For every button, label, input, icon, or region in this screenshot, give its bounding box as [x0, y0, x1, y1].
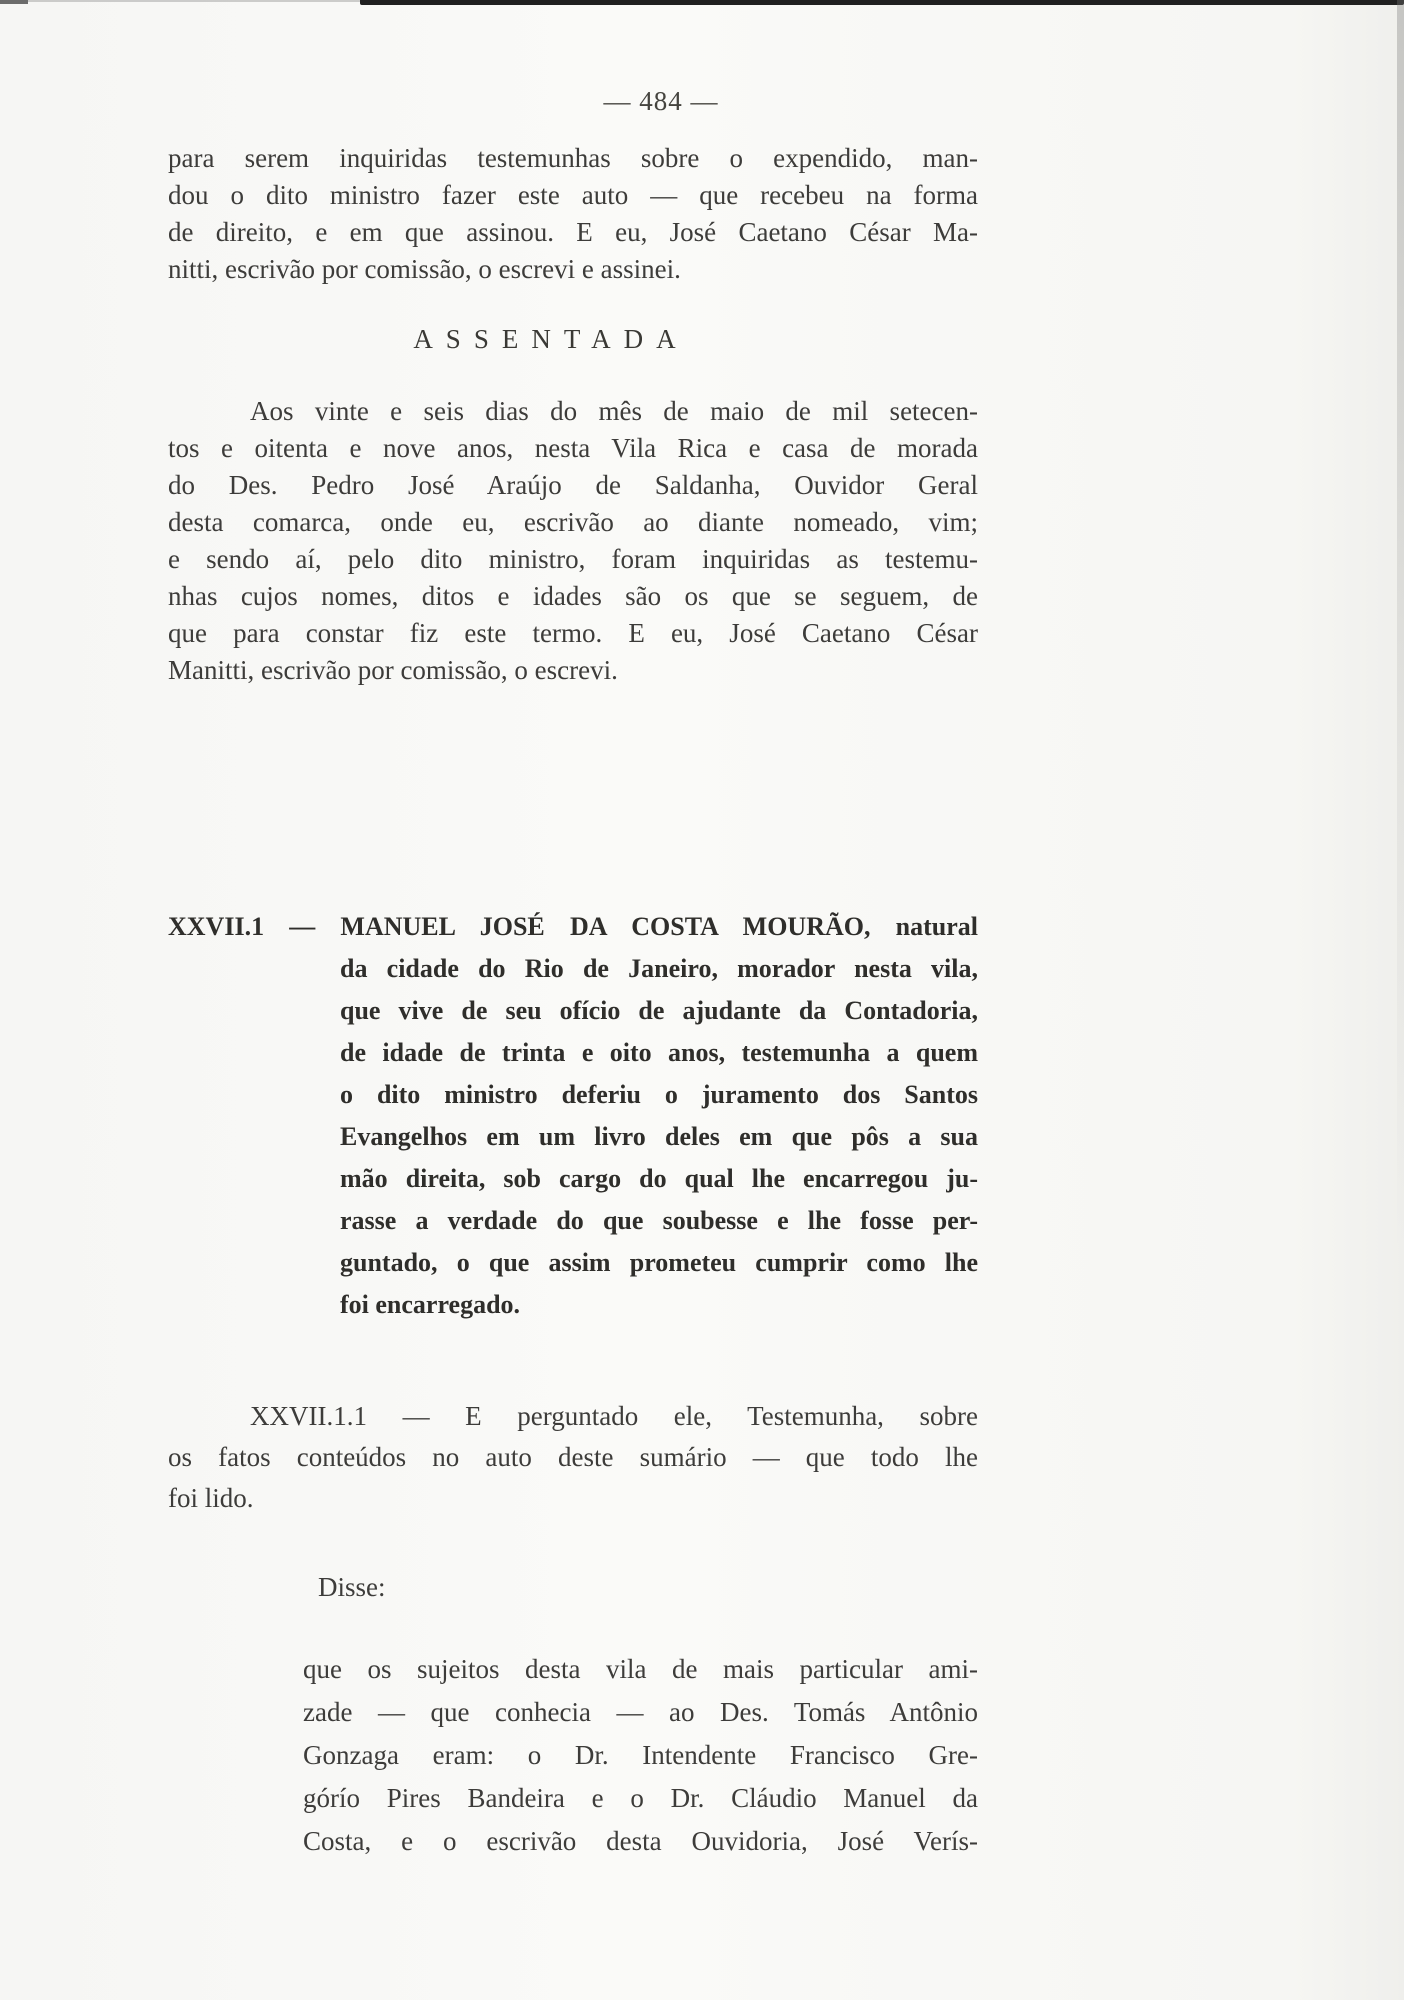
text-line: tos e oitenta e nove anos, nesta Vila Rica e casa de morada	[168, 433, 978, 463]
text-line: do Des. Pedro José Araújo de Saldanha, Ouvidor Geral	[168, 470, 978, 500]
text-line: o dito ministro deferiu o juramento dos Santos	[340, 1080, 978, 1109]
text-line: zade — que conhecia — ao Des. Tomás Antônio	[303, 1697, 978, 1727]
text-line: de idade de trinta e oito anos, testemunha a quem	[340, 1038, 978, 1067]
text-line: XXVII.1.1 — E perguntado ele, Testemunha, sobre	[250, 1401, 978, 1431]
scan-edge-top-left-artifact	[0, 0, 28, 4]
text-line: foi encarregado.	[340, 1290, 521, 1319]
text-line: Manitti, escrivão por comissão, o escrevi.	[168, 655, 618, 685]
scan-edge-top-artifact	[360, 0, 1404, 5]
text-line: de direito, e em que assinou. E eu, José Caetano César Ma-	[168, 217, 978, 247]
text-line: górío Pires Bandeira e o Dr. Cláudio Manuel da	[303, 1783, 978, 1813]
text-line: dou o dito ministro fazer este auto — que recebeu na forma	[168, 180, 978, 210]
assentada-paragraph	[168, 393, 978, 689]
opening-paragraph	[168, 140, 978, 288]
text-line: Evangelhos em um livro deles em que pôs a sua	[340, 1122, 978, 1151]
scan-edge-top-light-artifact	[28, 0, 360, 2]
scan-edge-right-artifact	[1397, 0, 1404, 1250]
text-line: nhas cujos nomes, ditos e idades são os que se seguem, de	[168, 581, 978, 611]
text-line: para serem inquiridas testemunhas sobre o expendido, man-	[168, 143, 978, 173]
text-line: rasse a verdade do que soubesse e lhe fosse per-	[340, 1206, 978, 1235]
answer-paragraph	[303, 1648, 978, 1863]
text-line: Costa, e o escrivão desta Ouvidoria, José Verís-	[303, 1826, 978, 1856]
text-line: XXVII.1 — MANUEL JOSÉ DA COSTA MOURÃO, natural	[168, 912, 978, 941]
assentada-heading: ASSENTADA	[413, 324, 689, 354]
text-line: foi lido.	[168, 1483, 254, 1513]
text-line: os fatos conteúdos no auto deste sumário — que todo lhe	[168, 1442, 978, 1472]
text-line: que vive de seu ofício de ajudante da Contadoria,	[340, 996, 978, 1025]
text-line: mão direita, sob cargo do qual lhe encarregou ju-	[340, 1164, 978, 1193]
text-line: nitti, escrivão por comissão, o escrevi e assinei.	[168, 254, 681, 284]
disse-label: Disse:	[318, 1572, 386, 1602]
page-number: — 484 —	[603, 86, 719, 116]
witness-entry-xxvii-1	[168, 906, 978, 1326]
text-line: e sendo aí, pelo dito ministro, foram inquiridas as testemu-	[168, 544, 978, 574]
text-line: da cidade do Rio de Janeiro, morador nesta vila,	[340, 954, 978, 983]
text-line: que os sujeitos desta vila de mais particular ami-	[303, 1654, 978, 1684]
text-line: Aos vinte e seis dias do mês de maio de mil setecen-	[250, 396, 978, 426]
text-line: guntado, o que assim prometeu cumprir como lhe	[340, 1248, 978, 1277]
text-line: Gonzaga eram: o Dr. Intendente Francisco Gre-	[303, 1740, 978, 1770]
text-line: desta comarca, onde eu, escrivão ao diante nomeado, vim;	[168, 507, 978, 537]
question-entry-xxvii-1-1	[168, 1396, 978, 1519]
text-line: que para constar fiz este termo. E eu, José Caetano César	[168, 618, 978, 648]
